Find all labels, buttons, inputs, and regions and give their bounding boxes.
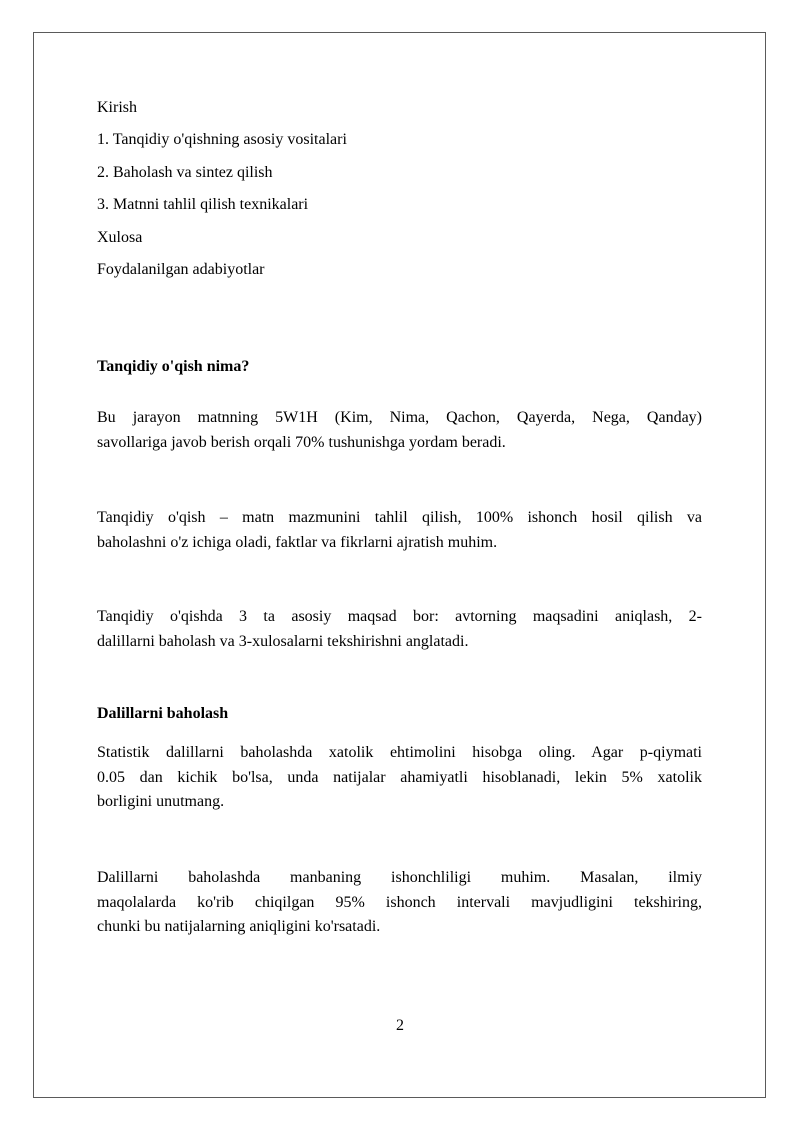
paragraph xyxy=(97,866,702,940)
toc-item-intro: Kirish xyxy=(97,99,137,116)
paragraph-line: borligini unutmang. xyxy=(97,793,225,810)
section-heading-evidence: Dalillarni baholash xyxy=(97,705,229,722)
toc-item-conclusion: Xulosa xyxy=(97,229,143,246)
paragraph-line: Dalillarni baholashda manbaning ishonchliligi muhim. Masalan, ilmiy xyxy=(97,869,702,886)
paragraph xyxy=(97,741,702,815)
paragraph-line: 0.05 dan kichik bo'lsa, unda natijalar ahamiyatli hisoblanadi, lekin 5% xatolik xyxy=(97,768,702,786)
paragraph-line: Statistik dalillarni baholashda xatolik ehtimolini hisobga oling. Agar p-qiymati xyxy=(97,744,702,761)
paragraph-line: Tanqidiy o'qishda 3 ta asosiy maqsad bor: avtorning maqsadini aniqlash, 2- xyxy=(97,608,702,625)
paragraph xyxy=(97,605,702,654)
paragraph-line: maqolalarda ko'rib chiqilgan 95% ishonch intervali mavjudligini tekshiring, xyxy=(97,893,702,911)
toc-item-3: 3. Matnni tahlil qilish texnikalari xyxy=(97,196,309,213)
paragraph-line: chunki bu natijalarning aniqligini ko'rsatadi. xyxy=(97,918,381,935)
toc-item-references: Foydalanilgan adabiyotlar xyxy=(97,261,265,278)
paragraph-line: Tanqidiy o'qish – matn mazmunini tahlil qilish, 100% ishonch hosil qilish va xyxy=(97,509,702,526)
toc-item-1: 1. Tanqidiy o'qishning asosiy vositalari xyxy=(97,131,347,148)
paragraph-line: baholashni o'z ichiga oladi, faktlar va fikrlarni ajratish muhim. xyxy=(97,533,498,551)
paragraph-line: dalillarni baholash va 3-xulosalarni tekshirishni anglatadi. xyxy=(97,632,469,650)
toc-item-2: 2. Baholash va sintez qilish xyxy=(97,164,273,181)
paragraph-line: Bu jarayon matnning 5W1H (Kim, Nima, Qachon, Qayerda, Nega, Qanday) xyxy=(97,409,702,426)
page-number: 2 xyxy=(396,1017,404,1034)
paragraph xyxy=(97,406,702,455)
paragraph xyxy=(97,506,702,555)
section-heading-critical-reading: Tanqidiy o'qish nima? xyxy=(97,358,250,375)
paragraph-line: savollariga javob berish orqali 70% tushunishga yordam beradi. xyxy=(97,433,506,451)
